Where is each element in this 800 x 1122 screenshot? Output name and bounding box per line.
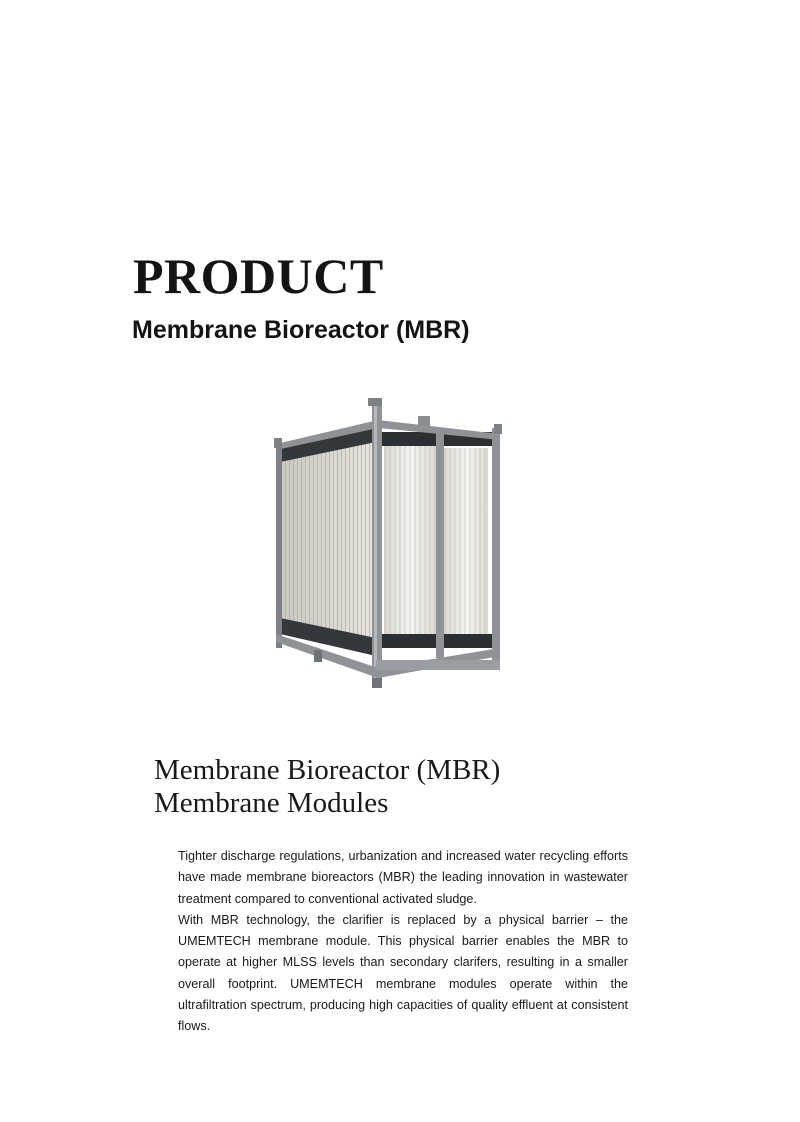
section-heading [154, 754, 500, 820]
page-subtitle: Membrane Bioreactor (MBR) [132, 316, 470, 344]
section-heading-line-1: Membrane Bioreactor (MBR) [154, 754, 501, 786]
body-paragraph-1: Tighter discharge regulations, urbanization and increased water recycling efforts have made membrane bioreactors (MBR) the leading innovation in wastewater treatment compared to conventional activated sludge. [178, 849, 628, 906]
section-heading-line-2: Membrane Modules [154, 787, 389, 819]
mbr-module-image [268, 398, 508, 690]
body-paragraph-2: With MBR technology, the clarifier is replaced by a physical barrier – the UMEMTECH membrane module. This physical barrier enables the MBR to operate at higher MLSS levels than secondary clarifers, resulting in a smaller overall footprint. UMEMTECH membrane modules operate within the ultrafiltration spectrum, producing high capacities of quality effluent at consistent flows. [178, 912, 628, 1034]
page-title: PRODUCT [133, 248, 384, 304]
body-text [178, 846, 628, 1038]
product-figure [268, 398, 508, 690]
